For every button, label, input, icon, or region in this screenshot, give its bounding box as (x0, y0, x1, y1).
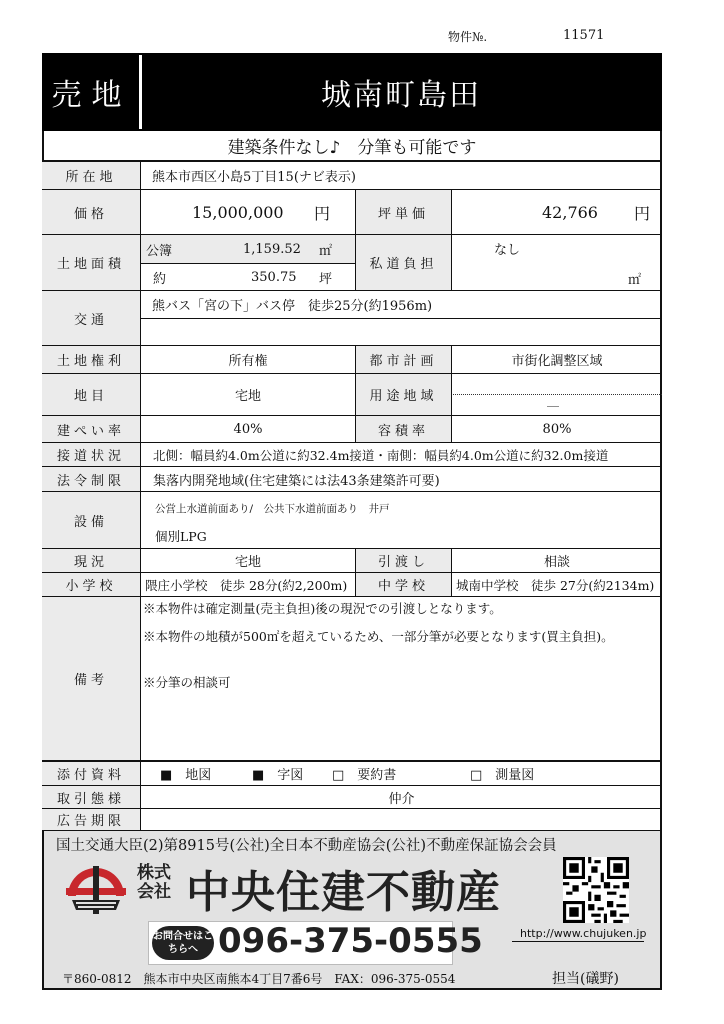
row-status (42, 549, 662, 573)
listing-name: 城南町島田 (321, 78, 481, 113)
transport-line1-cell (141, 291, 662, 319)
row-attachments (42, 762, 662, 786)
land-area-label: 土地面積 (42, 235, 141, 290)
handover-value: 相談 (543, 555, 570, 570)
transport-label: 交通 (42, 291, 141, 345)
registry-label: 公簿 (146, 243, 173, 259)
junior-label: 中学校 (355, 573, 452, 596)
zoning-value: ＿ (547, 394, 560, 408)
junior-value: 城南中学校 徒歩 27分(約2134m) (456, 577, 655, 593)
category-label: 地目 (42, 374, 141, 415)
transaction-value: 仲介 (388, 791, 415, 807)
approx-value: 350.75 (251, 269, 297, 285)
land-rights-label: 土地権利 (42, 346, 141, 373)
row-location (42, 162, 662, 190)
remarks-line2: ※本物件の地積が500㎡を超えているため、一部分筆が必要となります(買主負担)。 (143, 629, 614, 644)
row-land-area (42, 235, 662, 291)
row-ad-period (42, 809, 662, 832)
row-transport (42, 291, 662, 346)
company-address: 〒860-0812 熊本市中央区南熊本4丁目7番6号 FAX：096-375-0554 (62, 972, 456, 986)
attachment-map: ■ 地図 (160, 768, 212, 783)
property-no-value: 11571 (563, 28, 605, 43)
handover-label: 引渡し (355, 549, 452, 572)
row-land-rights (42, 346, 662, 374)
private-road-value: なし (494, 243, 521, 258)
row-law (42, 467, 662, 492)
attachment-survey: □ 測量図 (470, 768, 535, 783)
row-facilities (42, 492, 662, 549)
tsubo-price-unit: 円 (634, 203, 651, 223)
attachments-label: 添付資料 (42, 762, 141, 785)
land-rights-value: 所有権 (228, 354, 268, 369)
status-label: 現況 (42, 549, 141, 572)
zoning-label: 用途地域 (355, 374, 452, 415)
city-plan-label: 都市計画 (355, 346, 452, 373)
location-value: 熊本市西区小島5丁目15(ナビ表示) (152, 170, 356, 185)
facilities-line1: 公営上水道前面あり/ 公共下水道前面あり 井戸 (155, 503, 390, 515)
approx-label: 約 (153, 271, 167, 287)
qr-code-icon (563, 857, 629, 923)
coverage-value: 40% (233, 421, 263, 437)
facilities-line2: 個別LPG (155, 529, 207, 544)
phone-badge: お問合せはこちらへ (152, 926, 214, 960)
road-label: 接道状況 (42, 443, 141, 466)
property-no-label: 物件№. (448, 30, 488, 44)
remarks-line3: ※分筆の相談可 (143, 675, 231, 690)
approx-area-cell (141, 263, 355, 291)
row-price (42, 190, 662, 235)
city-plan-value: 市街化調整区域 (511, 354, 603, 369)
company-name: 中央住建不動産 (186, 867, 501, 918)
far-value: 80% (542, 421, 572, 437)
listing-type: 売地 (44, 55, 142, 129)
law-value: 集落内開発地域(住宅建築には法43条建築許可要) (153, 473, 440, 489)
association-membership: 国土交通大臣(2)第8915号(公社)全日本不動産協会(公社)不動産保証協会会員 (56, 838, 557, 854)
attachment-summary: □ 要約書 (332, 768, 397, 783)
row-schools (42, 573, 662, 597)
catchphrase: 建築条件なし♪ 分筆も可能です (42, 131, 662, 162)
private-road-unit: ㎡ (628, 273, 642, 288)
coverage-label: 建ぺい率 (42, 416, 141, 442)
approx-unit: 坪 (319, 271, 333, 287)
row-transaction (42, 786, 662, 809)
category-value: 宅地 (234, 389, 261, 404)
url-underline (512, 941, 644, 942)
elementary-value: 隈庄小学校 徒歩 28分(約2,200m) (145, 577, 348, 593)
remarks-label: 備考 (42, 597, 141, 760)
law-label: 法令制限 (42, 467, 141, 491)
tsubo-price-label: 坪単価 (355, 190, 452, 234)
remarks-line1: ※本物件は確定測量(売主負担)後の現況での引渡しとなります。 (143, 601, 502, 616)
company-url[interactable]: http://www.chujuken.jp (520, 927, 647, 940)
person-in-charge: 担当(礒野) (552, 971, 619, 987)
row-coverage (42, 416, 662, 443)
elementary-label: 小学校 (42, 573, 141, 596)
registry-area-cell (141, 235, 355, 264)
ad-period-label: 広告期限 (42, 809, 141, 830)
price-label: 価格 (42, 190, 141, 234)
private-road-label: 私道負担 (355, 235, 452, 290)
location-label: 所在地 (42, 162, 141, 189)
far-label: 容積率 (355, 416, 452, 442)
registry-unit: ㎡ (319, 243, 333, 259)
road-value: 北側：幅員約4.0m公道に約32.4m接道・南側：幅員約4.0m公道に約32.0m接道 (153, 447, 609, 463)
price-unit: 円 (314, 203, 331, 223)
transaction-label: 取引態様 (42, 786, 141, 808)
attachment-aza-map: ■ 字図 (252, 768, 304, 783)
row-remarks (42, 597, 662, 762)
transport-line1: 熊バス「宮の下」バス停 徒歩25分(約1956m) (152, 299, 433, 314)
registry-value: 1,159.52 (243, 241, 301, 257)
status-value: 宅地 (234, 555, 261, 570)
facilities-label: 設備 (42, 492, 141, 548)
price-value: 15,000,000 (192, 202, 284, 222)
row-road (42, 443, 662, 467)
ad-period-value (141, 809, 662, 830)
tsubo-price-value: 42,766 (542, 202, 598, 222)
company-kabushiki: 株式会社 (137, 863, 171, 902)
company-logo-icon (62, 858, 130, 920)
row-category (42, 374, 662, 416)
phone-number[interactable]: 096-375-0555 (218, 921, 483, 961)
